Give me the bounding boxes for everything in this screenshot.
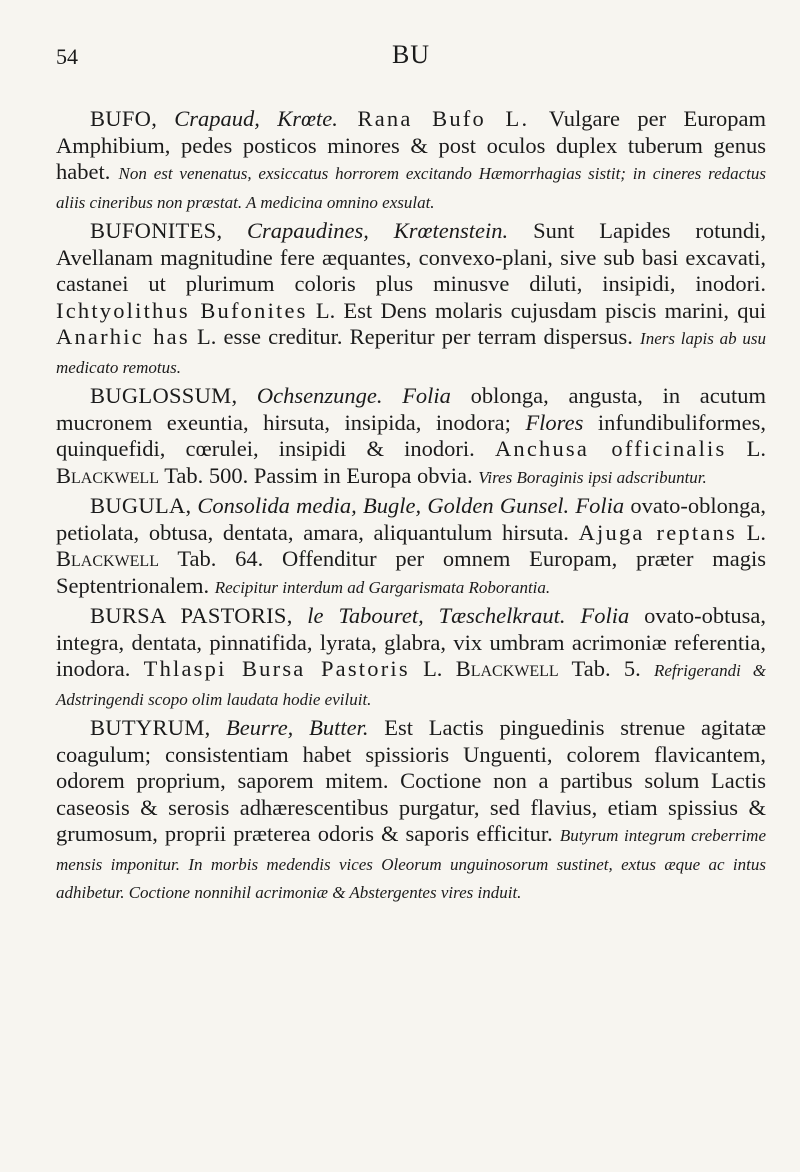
headword: BUTYRUM xyxy=(90,715,205,740)
vernacular-names: Beurre, Butter. xyxy=(226,715,369,740)
vernacular-names: Crapaudines, Krœtenstein. xyxy=(247,218,509,243)
entry-buglossum: BUGLOSSUM, Ochsenzunge. Folia oblonga, angusta, in acutum mucronem exeuntia, hirsuta, insipida, inodora; Flores infundibuliformes, quinquefidi, cœrulei, insipidi & inodori. Anchusa officinalis L. Blackwell Tab. 500. Passim in Europa obvia. Vires Boraginis ipsi adscribuntur. xyxy=(56,383,767,488)
linnaean-name-2: Anarhic has xyxy=(56,324,190,349)
label-flores: Flores xyxy=(525,409,584,435)
reference-author: Blackwell xyxy=(56,546,159,571)
running-head: BU xyxy=(391,40,431,69)
dictionary-entries xyxy=(56,106,766,907)
vernacular-names: Ochsenzunge. xyxy=(256,383,383,408)
entry-bufonites: BUFONITES, Crapaudines, Krœtenstein. Sunt Lapides rotundi, Avellanam magnitudine fere æquantes, convexo-plani, sive sub basi excavati, castanei ut plurimum coloris plus minusve diluti, insipidi, inodori. Ichtyolithus Bufonites L. Est Dens molaris cujusdam piscis marini, qui Anarhic has L. esse creditur. Reperitur per terram dispersus. Iners lapis ab usu medicato remotus. xyxy=(56,218,766,377)
entry-description: Vulgare per Europam Amphibium, pedes posticos minores & post oculos duplex tuberum genus habet. xyxy=(56,106,767,184)
headword: BURSA PASTORIS xyxy=(90,603,287,628)
headword: BUFONITES xyxy=(90,218,217,243)
vernacular-names: le Tabouret, Tæschelkraut. xyxy=(307,603,566,628)
linnaean-name: Ichtyolithus Bufonites xyxy=(56,297,308,323)
reference-author: Blackwell xyxy=(455,656,559,681)
medical-note: Recipitur interdum ad Gargarismata Roborantia. xyxy=(214,577,551,597)
page-number: 54 xyxy=(56,44,78,69)
medical-note: Iners lapis ab usu medicato remotus. xyxy=(56,329,766,377)
entry-description: Est Lactis pinguedinis strenue agitatæ coagulum; consistentiam habet spissioris Unguenti, colorem flavicantem, odorem proprium, saporem mitem. Coctione non a partibus solum Lactis caseosis & serosis adhærescentibus purgatur, sed flavius, etiam spissius & grumosum, proprii præterea odoris & saporis efficitur. xyxy=(56,715,767,846)
label-folia: Folia xyxy=(580,603,630,628)
headword: BUGLOSSUM xyxy=(90,383,232,408)
entry-butyrum: BUTYRUM, Beurre, Butter. Est Lactis pinguedinis strenue agitatæ coagulum; consistentiam habet spissioris Unguenti, colorem flavicantem, odorem proprium, saporem mitem. Coctione non a partibus solum Lactis caseosis & serosis adhærescentibus purgatur, sed flavius, etiam spissius & grumosum, proprii præterea odoris & saporis efficitur. Butyrum integrum creberrime mensis imponitur. In morbis medendis vices Oleorum unguinosorum sustinet, extus æque ac intus adhibetur. Coctione nonnihil acrimoniæ & Abstergentes vires induit. xyxy=(56,715,767,902)
vernacular-names: Crapaud, Krœte. xyxy=(174,106,338,131)
linnaean-name: Rana Bufo L. xyxy=(337,106,549,131)
entry-bursa-pastoris: BURSA PASTORIS, le Tabouret, Tæschelkraut. Folia ovato-obtusa, integra, dentata, pinnatifida, lyrata, glabra, vix umbram acrimoniæ referentia, inodora. Thlaspi Bursa Pastoris L. Blackwell Tab. 5. Refrigerandi & Adstringendi scopo olim laudata hodie eviluit. xyxy=(56,603,766,709)
medical-note: Refrigerandi & Adstringendi scopo olim laudata hodie eviluit. xyxy=(56,661,766,709)
entry-bugula: BUGULA, Consolida media, Bugle, Golden Gunsel. Folia ovato-oblonga, petiolata, obtusa, dentata, amara, aliquantulum hirsuta. Ajuga reptans L. Blackwell Tab. 64. Offenditur per omnem Europam, præter magis Septentrionalem. Recipitur interdum ad Gargarismata Roborantia. xyxy=(56,493,767,598)
entry-bufo: BUFO, Crapaud, Krœte. Rana Bufo L. Vulgare per Europam Amphibium, pedes posticos minores & post oculos duplex tuberum genus habet. Non est venenatus, exsiccatus horrorem excitando Hæmorrhagias sistit; in cineres redactus aliis cineribus non præstat. A medicina omnino exsulat. xyxy=(56,106,767,212)
label-folia: Folia xyxy=(575,493,625,518)
linnaean-name: Thlaspi Bursa Pastoris xyxy=(143,656,410,681)
medical-note: Butyrum integrum creberrime mensis imponitur. In morbis medendis vices Oleorum unguinosorum sustinet, extus æque ac intus adhibetur. Coctione nonnihil acrimoniæ & Abstergentes vires induit. xyxy=(56,826,766,902)
linnaean-name: Ajuga reptans xyxy=(578,519,737,545)
entry-description: oblonga, angusta, in acutum mucronem exeuntia, hirsuta, insipida, inodora; xyxy=(56,383,767,435)
vernacular-names: Consolida media, Bugle, Golden Gunsel. xyxy=(197,493,570,518)
headword: BUFO xyxy=(90,106,152,131)
medical-note: Vires Boraginis ipsi adscribuntur. xyxy=(478,467,707,487)
page-header xyxy=(56,30,766,78)
headword: BUGULA xyxy=(90,493,186,518)
reference-author: Blackwell xyxy=(56,462,159,488)
entry-description: ovato-oblonga, petiolata, obtusa, dentata, amara, aliquantulum hirsuta. xyxy=(56,493,766,545)
medical-note: Non est venenatus, exsiccatus horrorem excitando Hæmorrhagias sistit; in cineres redactus aliis cineribus non præstat. A medicina omnino exsulat. xyxy=(56,164,766,212)
entry-description: ovato-obtusa, integra, dentata, pinnatifida, lyrata, glabra, vix umbram acrimoniæ referentia, inodora. xyxy=(56,603,766,681)
linnaean-name: Anchusa officinalis xyxy=(494,436,727,461)
label-folia: Folia xyxy=(402,383,451,408)
entry-description: Sunt Lapides rotundi, Avellanam magnitudine fere æquantes, convexo-plani, sive sub basi excavati, castanei ut plurimum coloris plus minusve diluti, insipidi, inodori. xyxy=(56,218,766,296)
